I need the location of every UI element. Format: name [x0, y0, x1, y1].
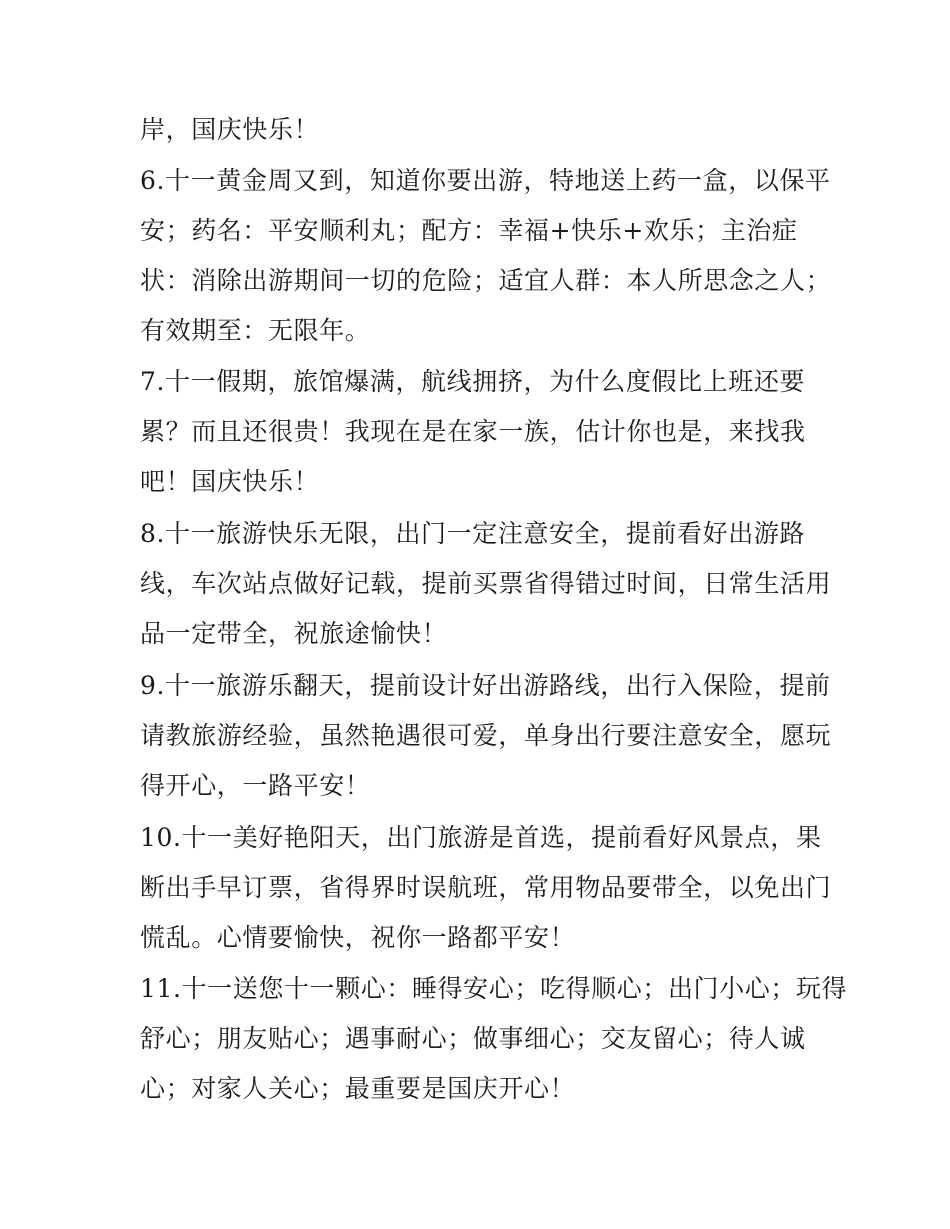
text-line: 10.十一美好艳阳天，出门旅游是首选，提前看好风景点，果 [140, 823, 822, 852]
text-line: 请教旅游经验，虽然艳遇很可爱，单身出行要注意安全，愿玩 [140, 721, 832, 750]
text-line: 吧！国庆快乐！ [140, 467, 320, 496]
text-line: 线，车次站点做好记载，提前买票省得错过时间，日常生活用 [140, 569, 832, 598]
text-line: 9.十一旅游乐翻天，提前设计好出游路线，出行入保险，提前 [140, 671, 831, 700]
text-line: 8.十一旅游快乐无限，出门一定注意安全，提前看好出游路 [140, 519, 806, 548]
text-line: 6.十一黄金周又到，知道你要出游，特地送上药一盒，以保平 [140, 166, 831, 195]
text-line: 状：消除出游期间一切的危险；适宜人群：本人所思念之人； [140, 266, 832, 295]
text-line: 慌乱。心情要愉快，祝你一路都平安！ [140, 923, 576, 952]
text-line: 安；药名：平安顺利丸；配方：幸福+快乐+欢乐；主治症 [140, 216, 798, 245]
text-line: 累？而且还很贵！我现在是在家一族，估计你也是，来找我 [140, 417, 806, 446]
text-line: 11.十一送您十一颗心：睡得安心；吃得顺心；出门小心；玩得 [140, 974, 848, 1003]
text-line: 心；对家人关心；最重要是国庆开心！ [140, 1074, 576, 1103]
text-line: 舒心；朋友贴心；遇事耐心；做事细心；交友留心；待人诚 [140, 1024, 806, 1053]
text-line: 断出手早订票，省得界时误航班，常用物品要带全，以免出门 [140, 873, 832, 902]
text-line: 得开心，一路平安！ [140, 771, 371, 800]
text-line: 品一定带全，祝旅途愉快！ [140, 619, 448, 648]
text-line: 岸，国庆快乐！ [140, 115, 320, 144]
text-line: 7.十一假期，旅馆爆满，航线拥挤，为什么度假比上班还要 [140, 367, 806, 396]
text-line: 有效期至：无限年。 [140, 316, 371, 345]
